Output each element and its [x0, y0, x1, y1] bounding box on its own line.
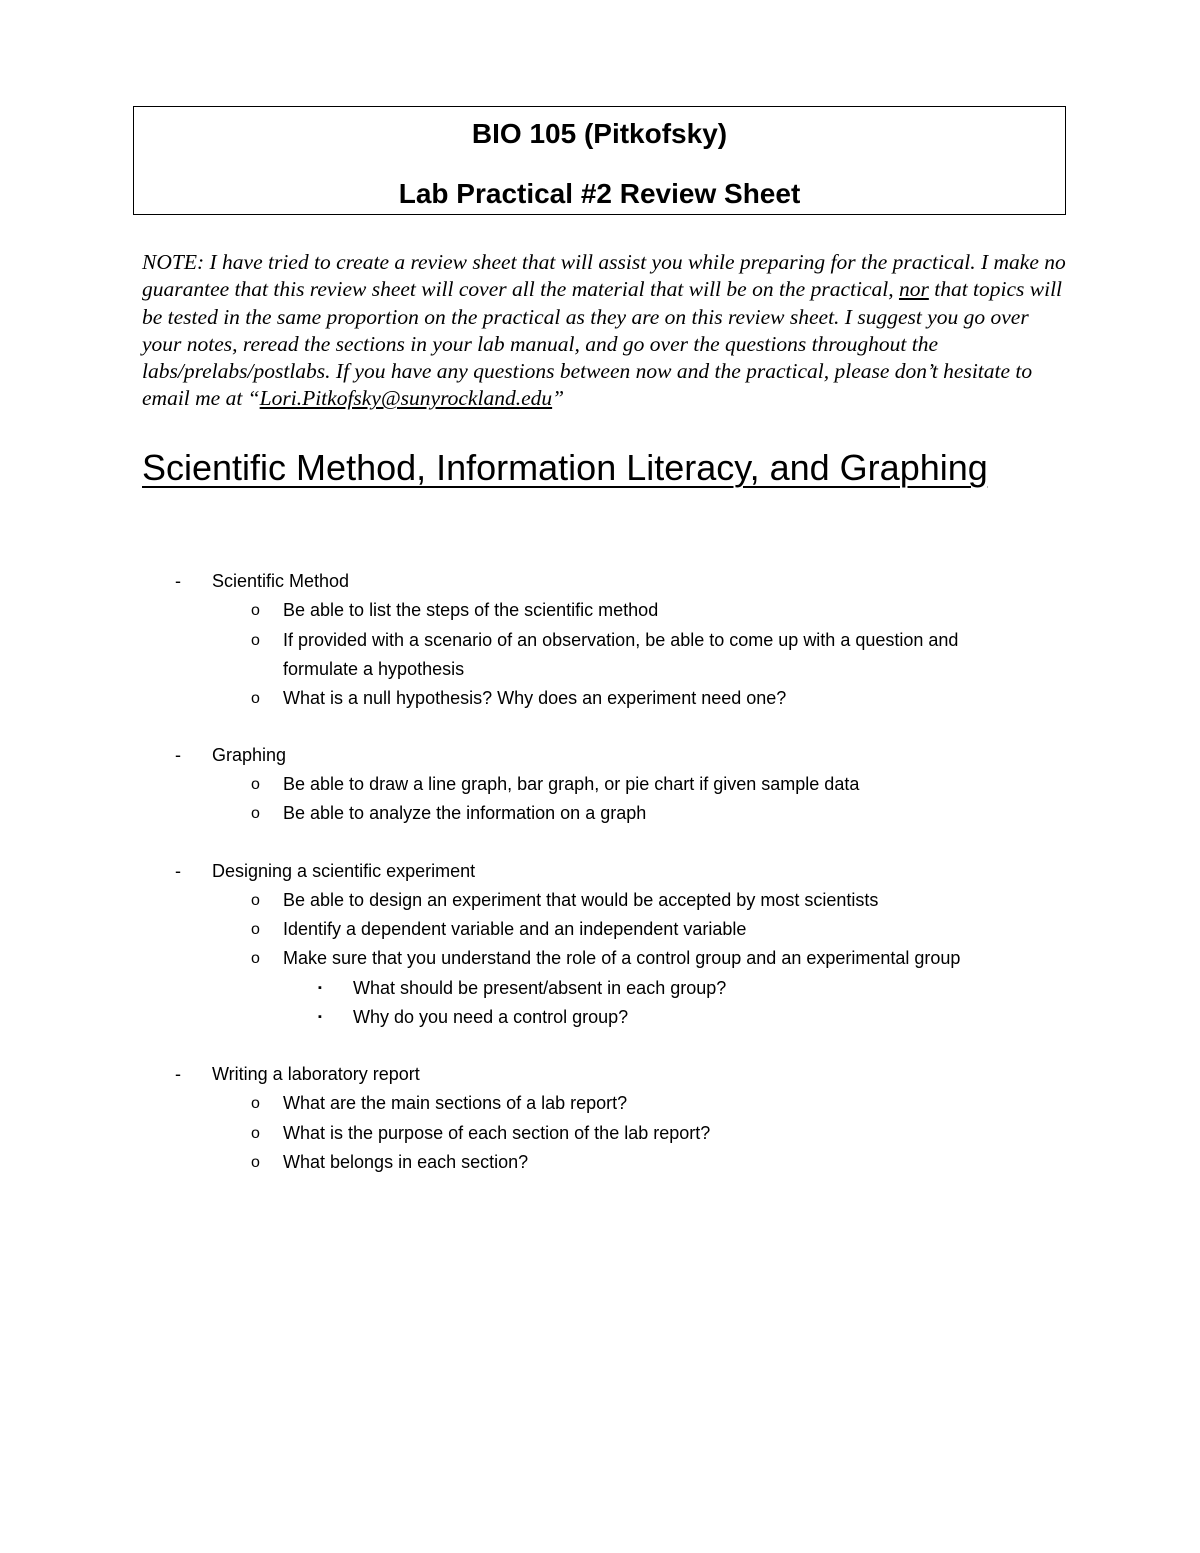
list-item: What are the main sections of a lab report? — [283, 1093, 628, 1113]
list-item: Be able to design an experiment that would be accepted by most scientists — [283, 890, 879, 910]
list-item: What belongs in each section? — [283, 1152, 529, 1172]
topic-graphing: Graphing — [212, 745, 287, 765]
circle-bullet: o — [251, 805, 260, 822]
note-underlined-word: nor — [898, 277, 929, 302]
course-title: BIO 105 (Pitkofsky) — [471, 118, 728, 149]
section-heading: Scientific Method, Information Literacy, and Graphing — [142, 447, 988, 488]
circle-bullet: o — [251, 632, 260, 649]
list-item: If provided with a scenario of an observation, be able to come up with a question and — [283, 630, 959, 650]
circle-bullet: o — [251, 1154, 260, 1171]
list-item: Be able to analyze the information on a graph — [283, 803, 647, 823]
list-item-continuation: formulate a hypothesis — [283, 659, 465, 679]
circle-bullet: o — [251, 602, 260, 619]
circle-bullet: o — [251, 892, 260, 909]
topic-lab-report: Writing a laboratory report — [212, 1064, 420, 1084]
topic-designing-experiment: Designing a scientific experiment — [212, 861, 476, 881]
circle-bullet: o — [251, 1095, 260, 1112]
circle-bullet: o — [251, 921, 260, 938]
circle-bullet: o — [251, 1125, 260, 1142]
sub-list-item: What should be present/absent in each group? — [353, 978, 727, 998]
note-text-3: ” — [552, 386, 565, 411]
note-text-2: that topics will be tested in the same proportion on the practical as they are on this review sheet. I suggest you go over your notes, reread the sections in your lab manual, and go over the questions throughout the labs/prelabs/postlabs. If you have any questions between now and the practical, please don’t hesitate to email me at “ — [142, 277, 1063, 411]
list-item: What is a null hypothesis? Why does an experiment need one? — [283, 688, 787, 708]
square-bullet: ▪ — [318, 1011, 322, 1023]
dash-bullet: - — [175, 1064, 181, 1084]
title-box — [133, 106, 1066, 215]
document-title: Lab Practical #2 Review Sheet — [398, 178, 801, 209]
list-item: What is the purpose of each section of the lab report? — [283, 1123, 711, 1143]
dash-bullet: - — [175, 571, 181, 591]
dash-bullet: - — [175, 861, 181, 881]
note-paragraph — [142, 249, 1072, 413]
circle-bullet: o — [251, 776, 260, 793]
email-link[interactable]: Lori.Pitkofsky@sunyrockland.edu — [259, 386, 553, 411]
list-item: Be able to draw a line graph, bar graph, or pie chart if given sample data — [283, 774, 860, 794]
sub-list-item: Why do you need a control group? — [353, 1007, 629, 1027]
square-bullet: ▪ — [318, 982, 322, 994]
list-item: Make sure that you understand the role of a control group and an experimental group — [283, 948, 961, 968]
dash-bullet: - — [175, 745, 181, 765]
note-text-1: NOTE: I have tried to create a review sheet that will assist you while preparing for the practical. I make no guarantee that this review sheet will cover all the material that will be on the practical, — [142, 250, 1066, 302]
list-item: Be able to list the steps of the scientific method — [283, 600, 659, 620]
topic-scientific-method: Scientific Method — [212, 571, 350, 591]
circle-bullet: o — [251, 690, 260, 707]
list-item: Identify a dependent variable and an independent variable — [283, 919, 747, 939]
circle-bullet: o — [251, 950, 260, 967]
